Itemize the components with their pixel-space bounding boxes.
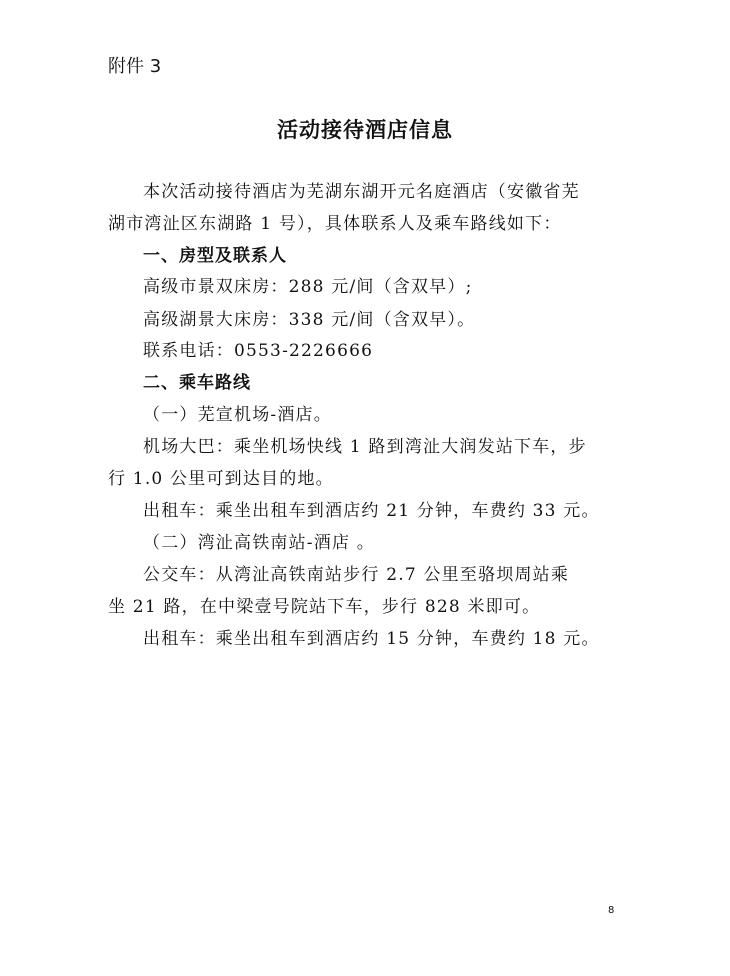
route-station-bus-line-1: 公交车：从湾沚高铁南站步行 2.7 公里至骆坝周站乘: [143, 565, 570, 585]
intro-line-2: 湖市湾沚区东湖路 1 号），具体联系人及乘车路线如下：: [108, 214, 562, 234]
page-number: 8: [608, 905, 615, 916]
route-station-bus-line-2: 坐 21 路，在中梁壹号院站下车，步行 828 米即可。: [108, 597, 541, 617]
room-type-king: 高级湖景大床房：338 元/间（含双早）。: [143, 310, 476, 330]
room-type-twin: 高级市景双床房：288 元/间（含双早）;: [143, 277, 473, 297]
route-station-taxi: 出租车：乘坐出租车到酒店约 15 分钟，车费约 18 元。: [143, 629, 600, 649]
section-heading-routes: 二、乘车路线: [143, 373, 251, 393]
intro-line-1: 本次活动接待酒店为芜湖东湖开元名庭酒店（安徽省芜: [143, 182, 580, 202]
route-airport-bus-line-1: 机场大巴：乘坐机场快线 1 路到湾沚大润发站下车，步: [143, 437, 587, 457]
route-airport-taxi: 出租车：乘坐出租车到酒店约 21 分钟，车费约 33 元。: [143, 501, 600, 521]
route-airport-bus-line-2: 行 1.0 公里可到达目的地。: [108, 469, 334, 489]
section-heading-room-contact: 一、房型及联系人: [143, 246, 287, 266]
contact-phone: 联系电话：0553-2226666: [143, 341, 374, 361]
attachment-label: 附件 3: [108, 56, 162, 77]
route-airport-heading: （一）芜宣机场-酒店。: [143, 405, 332, 425]
page-title: 活动接待酒店信息: [277, 118, 453, 142]
route-station-heading: （二）湾沚高铁南站-酒店 。: [143, 533, 375, 553]
